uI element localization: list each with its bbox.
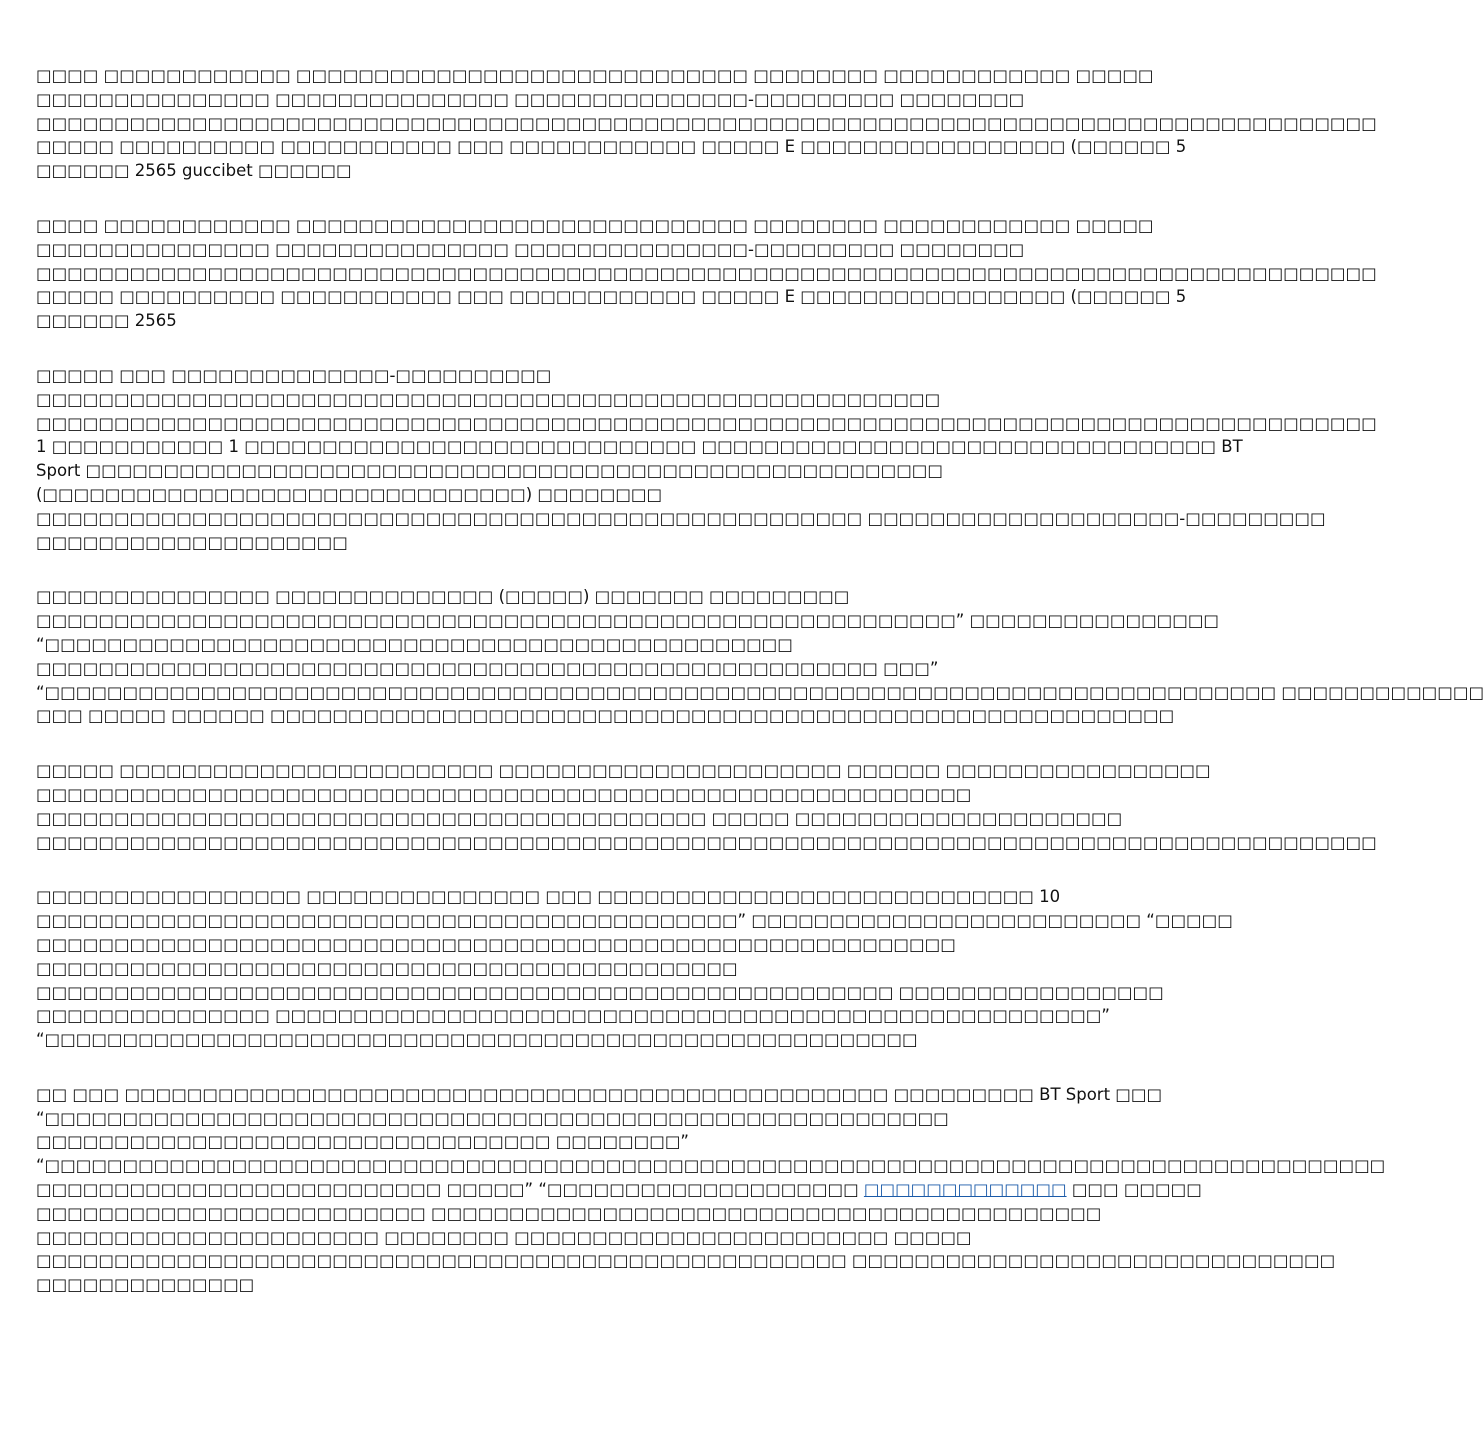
text-line: □□□□□□□□□□□□□□ <box>36 1275 255 1295</box>
paragraph-4 <box>36 585 1484 728</box>
text-line: □□□□□□□□□□□□□□□□□□□□□□□□□□□□□□□□□□□□□□□□□□□□□□□□□□□□□□□□□□□□□□□□□□□□□□□□□□□□□□□□□□□□□□ <box>36 832 1377 852</box>
text-line: □□□□□□□□□□□□□□□ □□□□□□□□□□□□□□□□□□□□□□□□□□□□□□□□□□□□□□□□□□□□□□□□□□□□□” <box>36 1006 1110 1026</box>
text-line: □□□□□□□□□□□□□□□□□□□□□□□□□□□□□□□□□□□□□□□□□□□□□□□□□□□□□□□□□□□□□□□□□□□□□□□□□□□□□□□□□□□□□□ <box>36 113 1377 133</box>
text-line: □□□□□□□□□□□□□□□□□□□□□□□□□□□□□□□□□□□□□□□□□□□□□□□□□□□□□□□□□□□□ <box>36 784 972 804</box>
text-line: □□□□□□□□□□□□□□□□□□□□□□ □□□□□□□□ □□□□□□□□□□□□□□□□□□□□□□□□ □□□□□ <box>36 1227 972 1247</box>
text-line: “□□□□□□□□□□□□□□□□□□□□□□□□□□□□□□□□□□□□□□□□□□□□□□□□□□□□□□□□□□□□□□□□□□□□□□□□□□□□□□□ □□□□□□□□□□□□□ <box>36 682 1484 702</box>
text-line: □□□□□□□□□□□□□□□□□□□□□□□□□□□□□□□□□ □□□□□□□□” <box>36 1132 689 1152</box>
text-line: □□□ □□□□□ □□□□□□ □□□□□□□□□□□□□□□□□□□□□□□□□□□□□□□□□□□□□□□□□□□□□□□□□□□□□□□□□□ <box>36 706 1175 726</box>
text-line: □□□□□□□□□□□□□□□□□□□□□□□□□□□□□□□□□□□□□□□□□□□ □□□□□ □□□□□□□□□□□□□□□□□□□□□ <box>36 808 1123 828</box>
text-line: “□□□□□□□□□□□□□□□□□□□□□□□□□□□□□□□□□□□□□□□□□□□□□□□□□□□□□□□□□□ <box>36 1108 949 1128</box>
text-line: □□□□□□□□□□□□□□□□□ □□□□□□□□□□□□□□□ □□□ □□□□□□□□□□□□□□□□□□□□□□□□□□□□ 10 <box>36 887 1061 907</box>
paragraph-1 <box>36 64 1377 183</box>
text-segment: □□□ □□□□□ <box>1066 1180 1202 1200</box>
text-line: □□□□□□□□□□□□□□□□□□□□□□□□□□□□□□□□□□□□□□□□□□□□□□□□□□□□□□□□□□□ <box>36 934 956 954</box>
text-line: □□□□□□□□□□□□□□□□□□□□□□□□□□□□□□□□□□□□□□□□□□□□□□□□□□□□□□□□□□ <box>36 389 941 409</box>
text-line: □□□□ □□□□□□□□□□□□ □□□□□□□□□□□□□□□□□□□□□□□□□□□□□ □□□□□□□□ □□□□□□□□□□□□ □□□□□ <box>36 215 1154 235</box>
paragraph-7 <box>36 1083 1386 1297</box>
text-line: □□□□□ □□□□□□□□□□□□□□□□□□□□□□□□ □□□□□□□□□□□□□□□□□□□□□□ □□□□□□ □□□□□□□□□□□□□□□□□ <box>36 761 1211 781</box>
text-line: □□□□□ □□□ □□□□□□□□□□□□□□-□□□□□□□□□□ <box>36 365 552 385</box>
text-line: □□□□□□□□□□□□□□□ □□□□□□□□□□□□□□□ □□□□□□□□□□□□□□□-□□□□□□□□□ □□□□□□□□ <box>36 239 1025 259</box>
text-line: □□□□□□□□□□□□□□□□□□□□□□□□□□□□□□□□□□□□□□□□□□□□□□□□□□□□□□□□□□□□□□□□□□□□□□□□□□□□□□□□□□□□□□ <box>36 263 1377 283</box>
text-line: Sport □□□□□□□□□□□□□□□□□□□□□□□□□□□□□□□□□□□□□□□□□□□□□□□□□□□□□□□ <box>36 461 943 481</box>
text-line: □□□□□□□□□□□□□□□□□□□□□□□□□□□□□□□□□□□□□□□□□□□□□□□□□□□□□□□□□□□” □□□□□□□□□□□□□□□□ <box>36 611 1220 631</box>
text-line: “□□□□□□□□□□□□□□□□□□□□□□□□□□□□□□□□□□□□□□□□□□□□□□□□□□□□□□□□□□□□□□□□□□□□□□□□□□□□□□□□□□□□□□ <box>36 1156 1386 1176</box>
text-line: □□□□□□ 2565 guccibet □□□□□□ <box>36 161 352 181</box>
inline-link[interactable]: □□□□□□□□□□□□□ <box>863 1180 1067 1200</box>
text-line: □□□□□□□□□□□□□□□□□□□□ <box>36 532 348 552</box>
text-line: □□□□□□□□□□□□□□□□□□□□□□□□□□□□□□□□□□□□□□□□□□□□□” □□□□□□□□□□□□□□□□□□□□□□□□□ “□□□□□ <box>36 911 1233 931</box>
text-line: “□□□□□□□□□□□□□□□□□□□□□□□□□□□□□□□□□□□□□□□□□□□□□□□□□□□□□□□□ <box>36 1030 918 1050</box>
text-line: □□□□□□□□□□□□□□□□□□□□□□□□□ □□□□□□□□□□□□□□□□□□□□□□□□□□□□□□□□□□□□□□□□□□□ <box>36 1203 1102 1223</box>
paragraph-5 <box>36 759 1377 854</box>
text-line: □□□□□□□□□□□□□□□□□□□□□□□□□□□□□□□□□□□□□□□□□□□□□□□□□□□□□□□□□□□□□□□□□□□□□□□□□□□□□□□□□□□□□□ <box>36 413 1377 433</box>
text-line: □□□□□□ 2565 <box>36 311 177 331</box>
text-line: □□□□□□□□□□□□□□□□□□□□□□□□□□□□□□□□□□□□□□□□□□□□□□□□□□□□□□ □□□” <box>36 658 939 678</box>
paragraph-3 <box>36 364 1377 554</box>
text-line: □□□□□□□□□□□□□□□□□□□□□□□□□□□□□□□□□□□□□□□□□□□□□□□□□□□□□□□ □□□□□□□□□□□□□□□□□ <box>36 982 1164 1002</box>
text-line: “□□□□□□□□□□□□□□□□□□□□□□□□□□□□□□□□□□□□□□□□□□□□□□□□ <box>36 634 793 654</box>
text-line: □□□□□□□□□□□□□□□□□□□□□□□□□□□□□□□□□□□□□□□□□□□□□□□□□□□□ □□□□□□□□□□□□□□□□□□□□□□□□□□□□□□□ <box>36 1251 1336 1271</box>
text-line: □□□□ □□□□□□□□□□□□ □□□□□□□□□□□□□□□□□□□□□□□□□□□□□ □□□□□□□□ □□□□□□□□□□□□ □□□□□ <box>36 66 1154 85</box>
paragraph-6 <box>36 885 1233 1052</box>
text-line: (□□□□□□□□□□□□□□□□□□□□□□□□□□□□□□□) □□□□□□□□ <box>36 484 663 504</box>
text-line: □□□□□□□□□□□□□□□ □□□□□□□□□□□□□□□ □□□□□□□□□□□□□□□-□□□□□□□□□ □□□□□□□□ <box>36 89 1025 109</box>
text-line: □□□□□ □□□□□□□□□□ □□□□□□□□□□□ □□□ □□□□□□□□□□□□ □□□□□ E □□□□□□□□□□□□□□□□□ (□□□□□□ 5 <box>36 287 1187 307</box>
text-segment: □□□□□□□□□□□□□□□□□□□□□□□□□□ □□□□□” “□□□□□□□□□□□□□□□□□□□□ <box>36 1180 864 1200</box>
text-line: □□ □□□ □□□□□□□□□□□□□□□□□□□□□□□□□□□□□□□□□□□□□□□□□□□□□□□□□ □□□□□□□□□ BT Sport □□□ <box>36 1084 1163 1104</box>
text-line: □□□□□ □□□□□□□□□□ □□□□□□□□□□□ □□□ □□□□□□□□□□□□ □□□□□ E □□□□□□□□□□□□□□□□□ (□□□□□□ 5 <box>36 137 1187 157</box>
paragraph-2 <box>36 214 1377 333</box>
text-line-with-link <box>36 1178 1202 1202</box>
text-line: □□□□□□□□□□□□□□□ □□□□□□□□□□□□□□ (□□□□□) □□□□□□□ □□□□□□□□□ <box>36 587 850 607</box>
text-line: □□□□□□□□□□□□□□□□□□□□□□□□□□□□□□□□□□□□□□□□□□□□□ <box>36 958 738 978</box>
text-line: □□□□□□□□□□□□□□□□□□□□□□□□□□□□□□□□□□□□□□□□□□□□□□□□□□□□□ □□□□□□□□□□□□□□□□□□□□-□□□□□□□□□ <box>36 508 1326 528</box>
text-line: 1 □□□□□□□□□□□ 1 □□□□□□□□□□□□□□□□□□□□□□□□□□□□□ □□□□□□□□□□□□□□□□□□□□□□□□□□□□□□□□□ BT <box>36 437 1243 457</box>
